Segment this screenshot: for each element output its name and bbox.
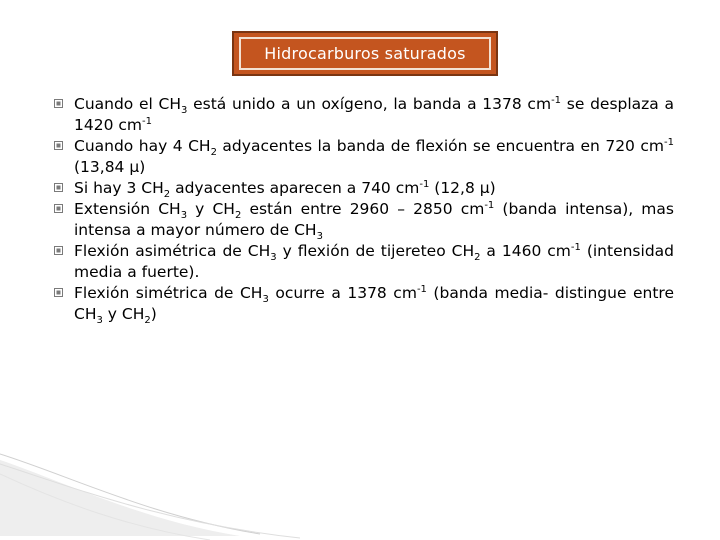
slide-title: Hidrocarburos saturados [264, 44, 466, 63]
square-bullet-icon [54, 141, 63, 150]
bullet-list [54, 94, 674, 325]
bullet-item [54, 94, 674, 136]
bullet-text: Flexión simétrica de $CH_3$ ocurre a 1378 $cm^{-1}$ (banda media- distingue entre $CH_3$ y $CH_2$) [74, 283, 675, 327]
bullet-item [54, 199, 674, 241]
bullet-text: Si hay 3 $CH_2$ adyacentes aparecen a 740 $cm^{-1}$ (12,8 µ) [74, 178, 496, 201]
bullet-item [54, 241, 674, 283]
bullet-item [54, 136, 674, 178]
square-bullet-icon [54, 246, 63, 255]
bullet-text: Cuando el $CH_3$ está unido a un oxígeno, la banda a 1378 $cm^{-1}$ se desplaza a 1420 $cm^{-1}$ [74, 94, 675, 134]
title-box [232, 31, 498, 76]
square-bullet-icon [54, 99, 63, 108]
bullet-text: Cuando hay 4 $CH_2$ adyacentes la banda de flexión se encuentra en 720 $cm^{-1}$ (13,84 µ) [74, 136, 675, 176]
bullet-item [54, 283, 674, 325]
bullet-text: Extensión $CH_3$ y $CH_2$ están entre 2960 – 2850 $cm^{-1}$ (banda intensa), mas intensa a mayor número de $CH_3$ [74, 199, 674, 243]
square-bullet-icon [54, 204, 63, 213]
square-bullet-icon [54, 183, 63, 192]
decorative-wave [0, 440, 720, 540]
title-frame [239, 37, 491, 70]
bullet-item [54, 178, 674, 199]
bullet-text: Flexión asimétrica de $CH_3$ y flexión de tijereteo $CH_2$ a 1460 $cm^{-1}$ (intensidad media a fuerte). [74, 241, 674, 281]
square-bullet-icon [54, 288, 63, 297]
